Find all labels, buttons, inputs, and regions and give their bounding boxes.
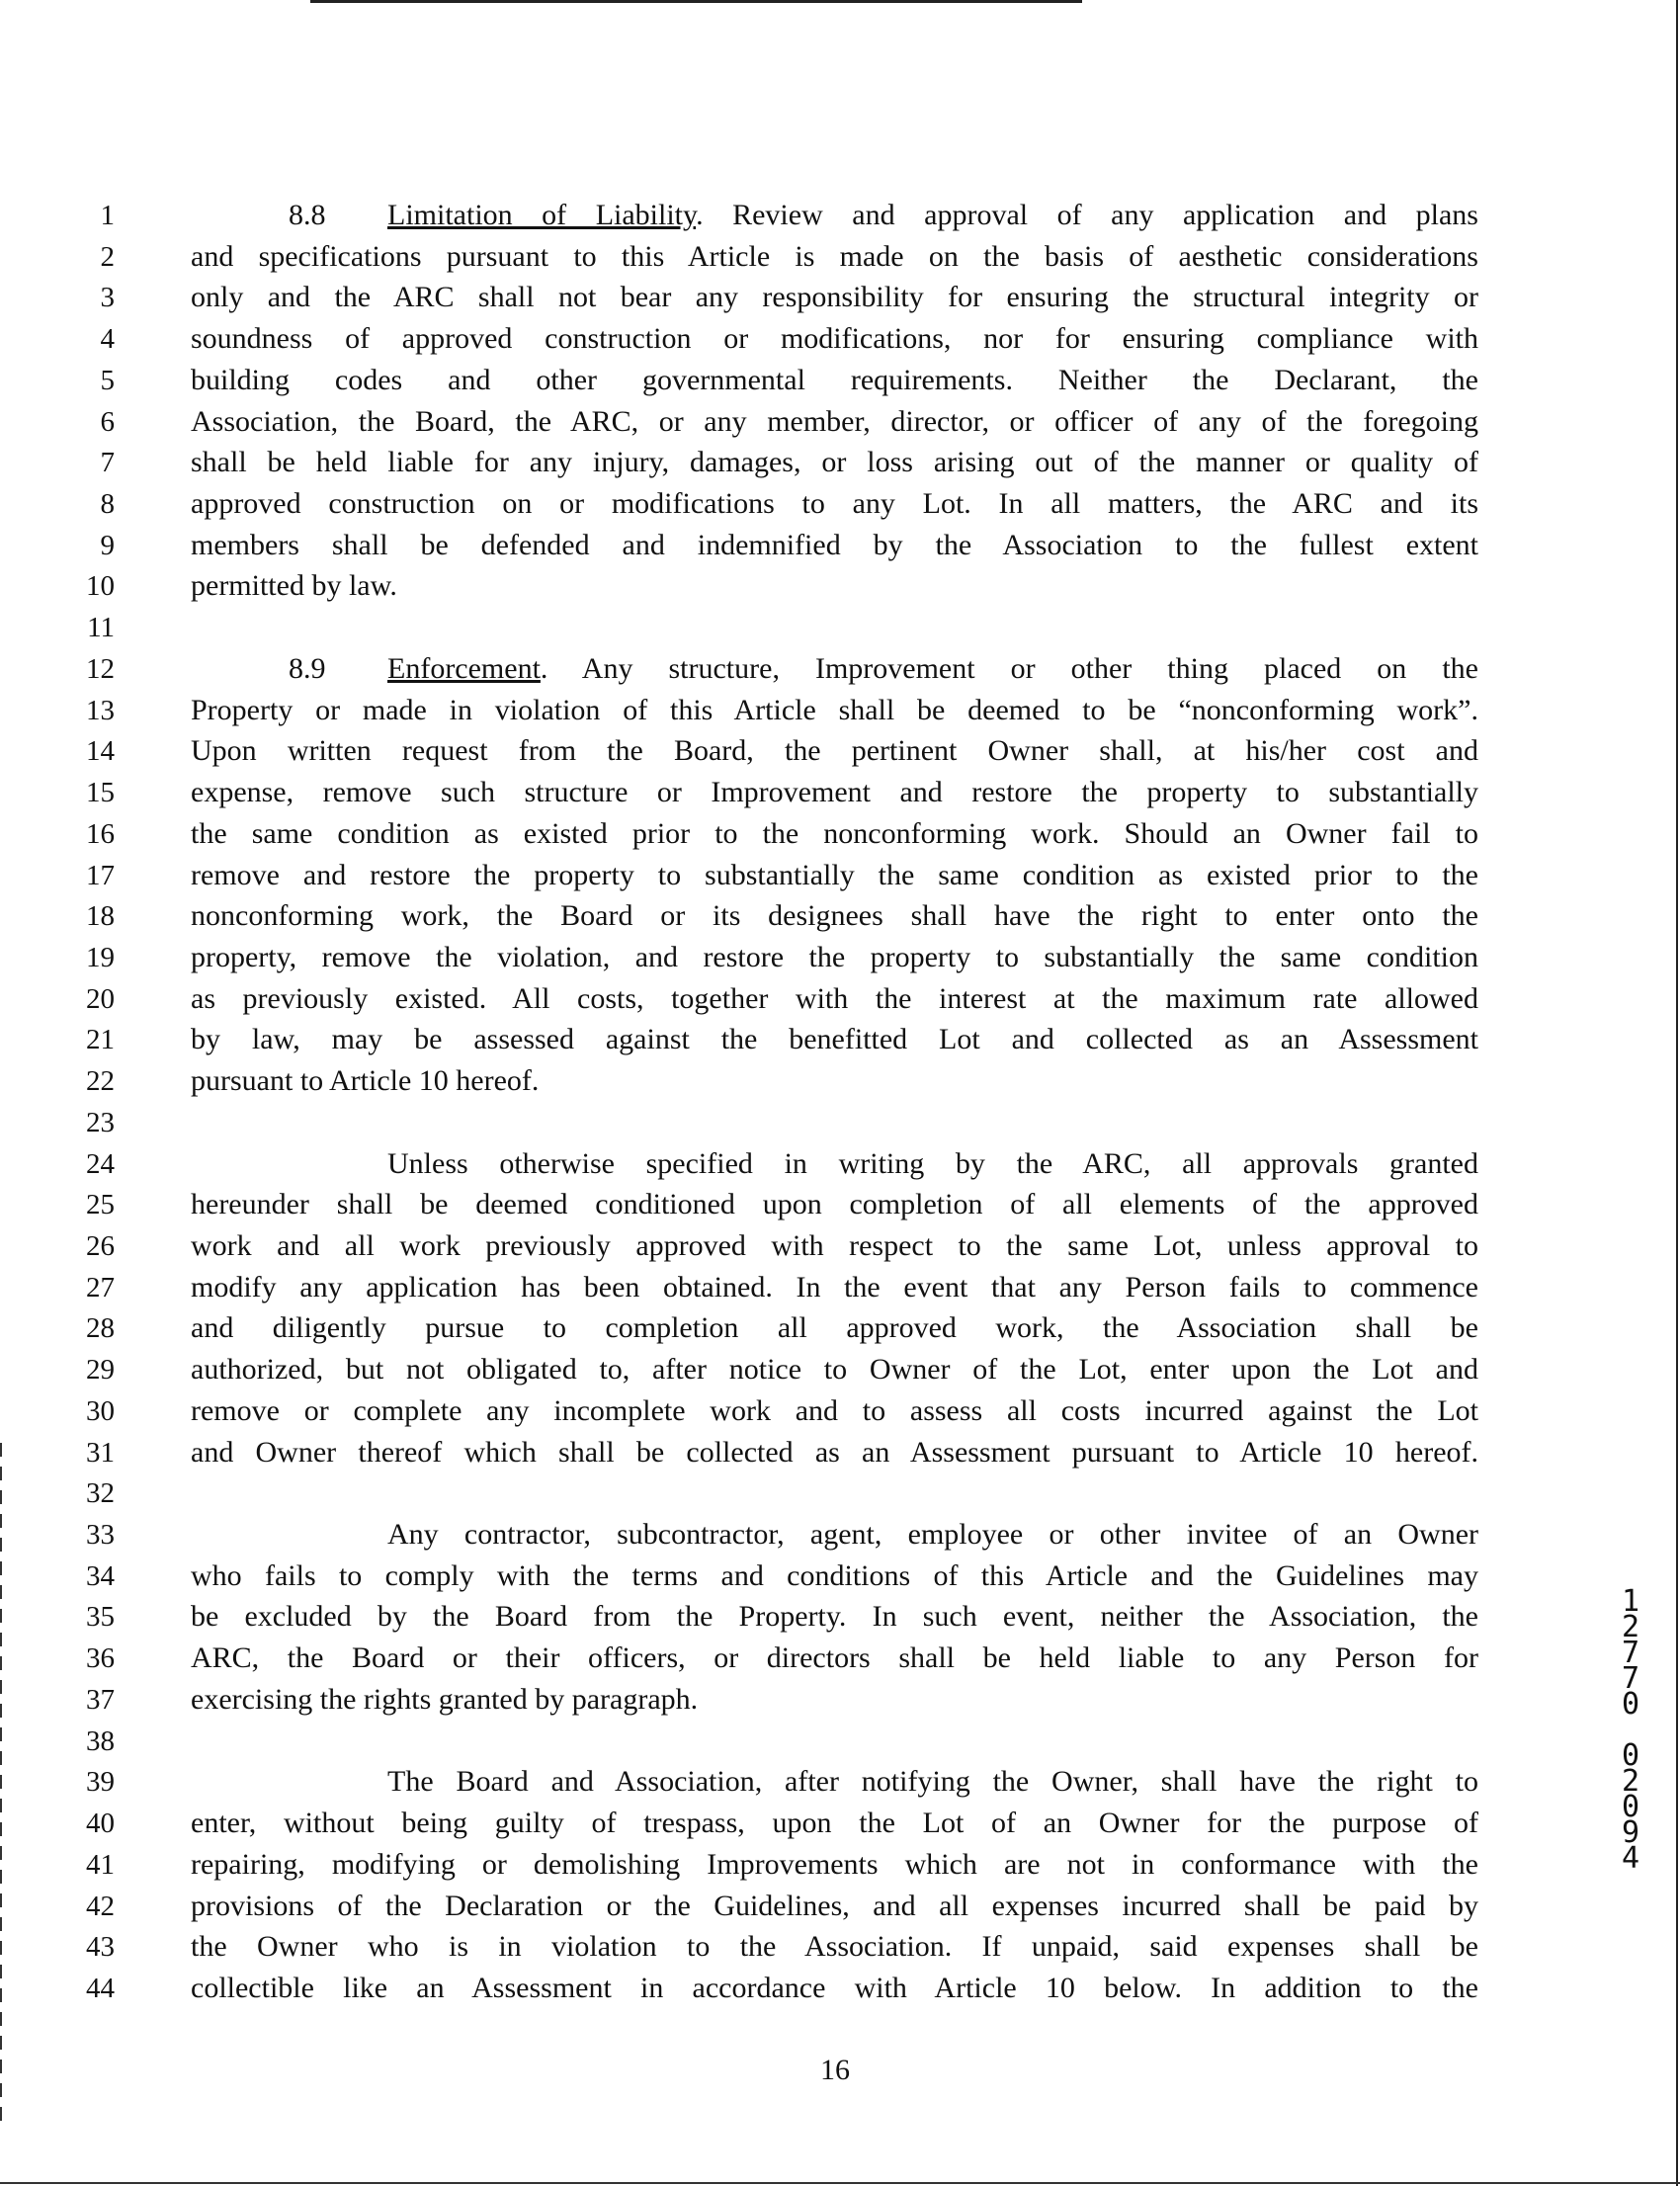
line-number: 12 [86,652,115,685]
line-number: 2 [100,240,115,273]
line-number: 5 [100,364,115,396]
text-line [191,1515,1478,1555]
line-text: permitted by law. [191,569,397,603]
text-line [191,1887,1478,1926]
line-number: 32 [86,1477,115,1510]
section-heading: Enforcement [387,651,541,685]
line-text: and specifications pursuant to this Article is made on the basis of aesthetic considerations [191,239,1478,273]
text-line [191,1969,1478,2008]
line-number: 3 [100,282,115,314]
recording-stamp [1619,1584,1642,1876]
line-number: 8 [100,488,115,521]
line-number: 22 [86,1065,115,1098]
stamp-digit: 7 [1621,1661,1640,1696]
line-number: 39 [86,1766,115,1799]
line-number: 26 [86,1230,115,1262]
line-number: 15 [86,777,115,809]
text-line [191,402,1478,442]
scan-top-border [310,0,1082,3]
line-number: 21 [86,1024,115,1056]
line-text: only and the ARC shall not bear any responsibility for ensuring the structural integrity or [191,281,1478,314]
text-line [191,443,1478,482]
stamp-digit: 2 [1621,1610,1640,1644]
text-line [191,1639,1478,1678]
line-number: 11 [87,612,115,644]
section-heading: Limitation of Liability [387,199,697,231]
text-line [191,979,1478,1019]
line-number: 18 [86,900,115,933]
line-number: 42 [86,1890,115,1922]
line-number: 33 [86,1519,115,1552]
stamp-digit: 0 [1621,1738,1640,1773]
text-line [191,1680,1478,1720]
line-number: 36 [86,1642,115,1675]
text-line [191,1350,1478,1389]
line-text: provisions of the Declaration or the Guidelines, and all expenses incurred shall be paid by [191,1889,1478,1922]
line-text: exercising the rights granted by paragraph. [191,1682,699,1716]
stamp-digit: 7 [1621,1636,1640,1670]
text-line [191,1144,1478,1184]
line-text: Unless otherwise specified in writing by the ARC, all approvals granted [387,1146,1478,1180]
stamp-digit: 2 [1621,1764,1640,1799]
line-text: Property or made in violation of this Article shall be deemed to be “nonconforming work”. [191,693,1478,726]
line-text: nonconforming work, the Board or its designees shall have the right to enter onto the [191,899,1478,933]
line-number: 7 [100,447,115,479]
stamp-digit: 9 [1621,1815,1640,1850]
line-text: the Owner who is in violation to the Association. If unpaid, said expenses shall be [191,1930,1478,1964]
text-line [191,1804,1478,1843]
line-number: 23 [86,1106,115,1138]
stamp-digit: 1 [1621,1584,1640,1619]
text-line [191,691,1478,730]
line-text: Upon written request from the Board, the pertinent Owner shall, at his/her cost and [191,734,1478,768]
line-text: . Any structure, Improvement or other thing placed on the [540,651,1478,685]
line-text: who fails to comply with the terms and conditions of this Article and the Guidelines may [191,1558,1478,1592]
line-number: 20 [86,982,115,1015]
text-line [191,1762,1478,1802]
text-line [191,896,1478,936]
line-text: collectible like an Assessment in accordance with Article 10 below. In addition to the [191,1971,1478,2004]
line-text: Association, the Board, the ARC, or any member, director, or officer of any of the foregoing [191,404,1478,438]
text-line [191,484,1478,524]
line-text: hereunder shall be deemed conditioned upon completion of all elements of the approved [191,1188,1478,1221]
text-line [191,649,1478,689]
line-text: be excluded by the Board from the Property. In such event, neither the Association, the [191,1600,1478,1634]
line-text: pursuant to Article 10 hereof. [191,1064,540,1098]
line-text: Any contractor, subcontractor, agent, employee or other invitee of an Owner [387,1518,1478,1552]
line-text: by law, may be assessed against the benefitted Lot and collected as an Assessment [191,1023,1478,1056]
line-number: 31 [86,1436,115,1469]
text-line [191,1268,1478,1307]
line-number: 14 [86,735,115,768]
scan-bottom-border [0,2182,1680,2184]
line-text: . Review and approval of any application and plans [696,199,1478,231]
line-text: work and all work previously approved with respect to the same Lot, unless approval to [191,1229,1478,1262]
line-number: 30 [86,1394,115,1427]
scan-right-border [1676,0,1678,2186]
section-number: 8.8 [289,199,326,231]
line-number: 19 [86,941,115,973]
line-text: approved construction on or modifications to any Lot. In all matters, the ARC and its [191,487,1478,521]
line-number: 40 [86,1808,115,1840]
line-text: members shall be defended and indemnified by the Association to the fullest extent [191,528,1478,561]
line-text: soundness of approved construction or modifications, nor for ensuring compliance with [191,322,1478,356]
line-number: 37 [86,1683,115,1716]
line-number: 27 [86,1271,115,1303]
line-text: and Owner thereof which shall be collected as an Assessment pursuant to Article 10 hereof. [191,1435,1478,1469]
scan-left-edge-dashes [0,1443,2,2125]
text-line [191,196,1478,235]
text-line [191,1433,1478,1472]
text-line [191,361,1478,400]
text-line [191,814,1478,854]
line-number: 24 [86,1147,115,1180]
text-line [191,1927,1478,1967]
text-line [191,856,1478,895]
line-text: remove and restore the property to substantially the same condition as existed prior to the [191,858,1478,891]
line-text: as previously existed. All costs, together with the interest at the maximum rate allowed [191,981,1478,1015]
text-line [191,938,1478,977]
text-line [191,1061,1478,1101]
line-number: 6 [100,405,115,438]
text-line [191,1845,1478,1885]
text-line [191,1391,1478,1431]
text-line [191,566,1478,606]
text-line [191,1020,1478,1059]
text-line [191,1597,1478,1637]
line-text: building codes and other governmental requirements. Neither the Declarant, the [191,363,1478,396]
line-text: authorized, but not obligated to, after notice to Owner of the Lot, enter upon the Lot and [191,1353,1478,1387]
text-line [191,319,1478,359]
line-number: 38 [86,1724,115,1757]
line-number: 43 [86,1931,115,1964]
line-number: 17 [86,859,115,891]
text-line [191,1308,1478,1348]
stamp-digit: 0 [1621,1687,1640,1722]
text-line [191,1185,1478,1224]
line-number: 29 [86,1354,115,1387]
line-number: 13 [86,694,115,726]
line-number: 28 [86,1312,115,1345]
line-text: property, remove the violation, and restore the property to substantially the same condition [191,940,1478,973]
line-text: modify any application has been obtained. In the event that any Person fails to commence [191,1270,1478,1303]
line-number: 16 [86,817,115,850]
stamp-digit: 4 [1621,1841,1640,1876]
line-number: 4 [100,323,115,356]
text-line [191,278,1478,317]
text-line [191,237,1478,277]
section-number: 8.9 [289,651,326,685]
text-line [191,773,1478,812]
line-number: 34 [86,1559,115,1592]
page-number: 16 [820,2054,850,2086]
text-line [191,1556,1478,1596]
line-text: The Board and Association, after notifying the Owner, shall have the right to [387,1765,1478,1799]
line-number: 41 [86,1848,115,1881]
line-text: expense, remove such structure or Improvement and restore the property to substantially [191,776,1478,809]
line-text: shall be held liable for any injury, damages, or loss arising out of the manner or quality of [191,446,1478,479]
line-number: 9 [100,529,115,561]
line-text: the same condition as existed prior to the nonconforming work. Should an Owner fail to [191,816,1478,850]
line-text: enter, without being guilty of trespass, upon the Lot of an Owner for the purpose of [191,1807,1478,1840]
line-text: ARC, the Board or their officers, or directors shall be held liable to any Person for [191,1641,1478,1675]
line-number: 25 [86,1189,115,1221]
line-number: 10 [86,570,115,603]
text-line [191,1226,1478,1266]
text-line [191,731,1478,771]
stamp-digit: 0 [1621,1790,1640,1824]
line-text: repairing, modifying or demolishing Improvements which are not in conformance with the [191,1847,1478,1881]
line-text: remove or complete any incomplete work and to assess all costs incurred against the Lot [191,1393,1478,1427]
line-number: 44 [86,1972,115,2004]
text-line [191,526,1478,565]
line-text: and diligently pursue to completion all approved work, the Association shall be [191,1311,1478,1345]
line-number: 35 [86,1601,115,1634]
line-number: 1 [100,200,115,231]
